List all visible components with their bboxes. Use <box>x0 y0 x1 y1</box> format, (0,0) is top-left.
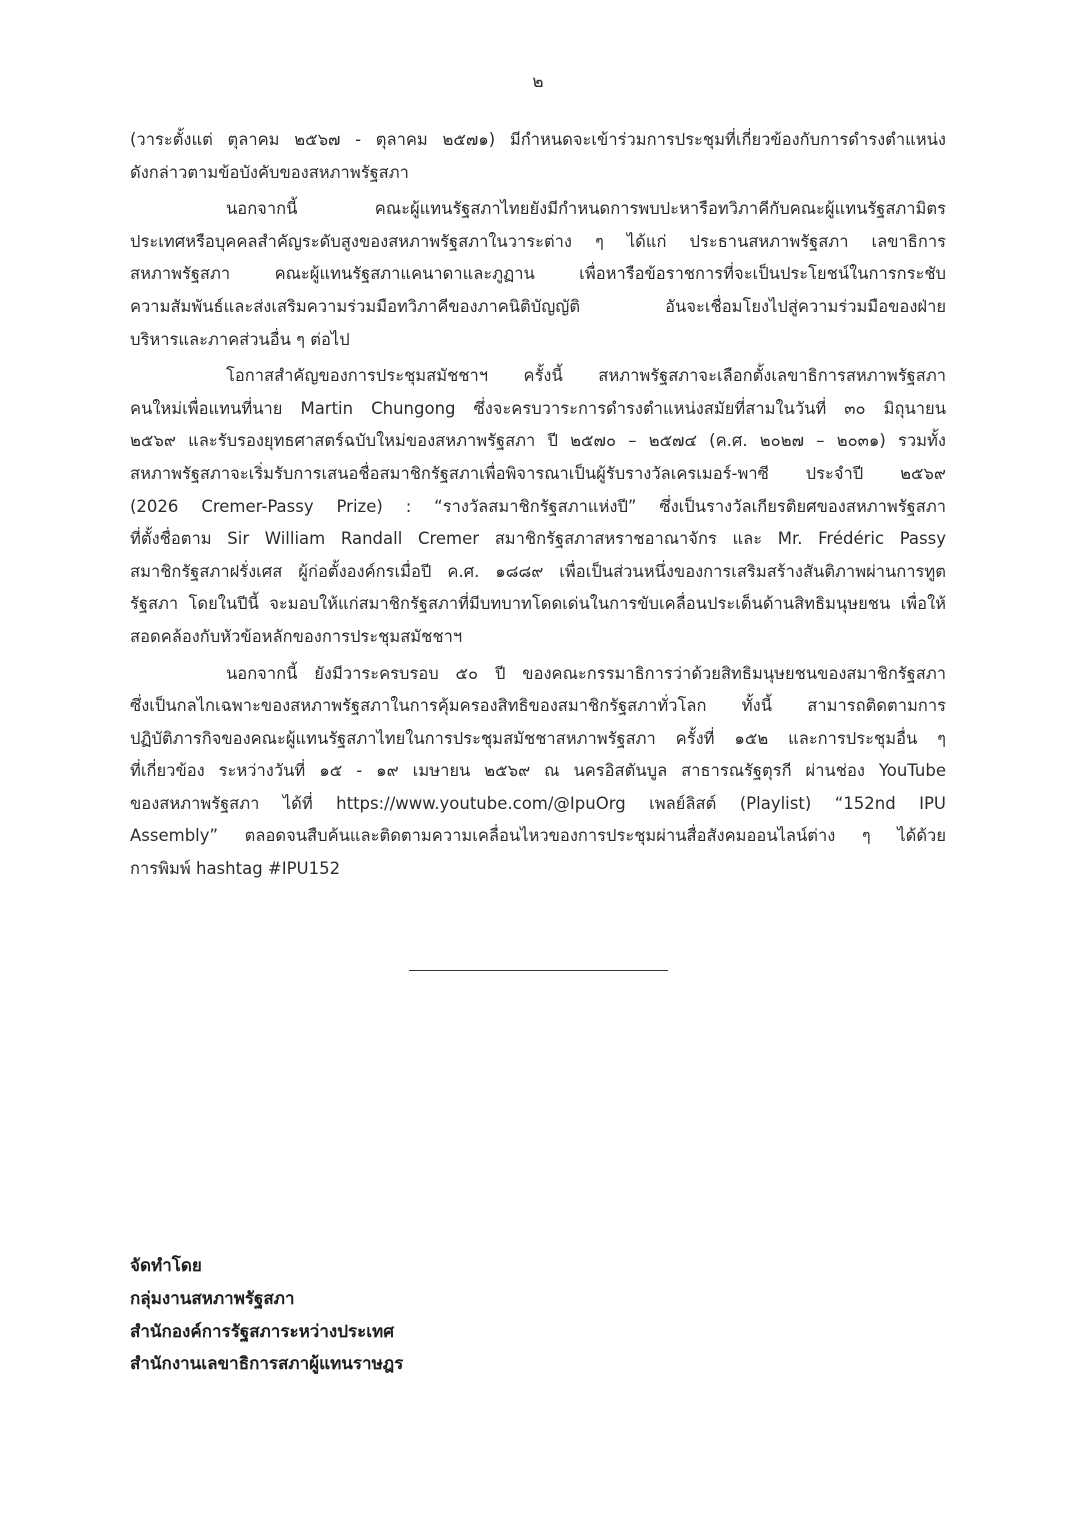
footer-org-3: สำนักงานเลขาธิการสภาผู้แทนราษฎร <box>130 1354 404 1375</box>
paragraph-line: (วาระตั้งแต่ ตุลาคม ๒๕๖๗ - ตุลาคม ๒๕๗๑) มีกำหนดจะเข้าร่วมการประชุมที่เกี่ยวข้องกับการดำรงตำแหน่ง <box>130 130 946 149</box>
paragraph-line: ประเทศหรือบุคคลสำคัญระดับสูงของสหภาพรัฐสภาในวาระต่าง ๆ ได้แก่ ประธานสหภาพรัฐสภา เลขาธิการ <box>130 231 946 251</box>
paragraph-3 <box>130 360 946 653</box>
paragraph-1 <box>130 124 946 189</box>
prepared-by-label: จัดทำโดย <box>130 1256 202 1276</box>
footer-org-2: สำนักองค์การรัฐสภาระหว่างประเทศ <box>130 1321 395 1342</box>
paragraph-4 <box>130 658 946 886</box>
paragraph-line: นอกจากนี้ ยังมีวาระครบรอบ ๕๐ ปี ของคณะกรรมาธิการว่าด้วยสิทธิมนุษยชนของสมาชิกรัฐสภา <box>226 663 946 683</box>
paragraph-line: Assembly” ตลอดจนสืบค้นและติดตามความเคลื่อนไหวของการประชุมผ่านสื่อสังคมออนไลน์ต่าง ๆ ได้ด้วย <box>130 826 946 846</box>
paragraph-line: รัฐสภา โดยในปีนี้ จะมอบให้แก่สมาชิกรัฐสภาที่มีบทบาทโดดเด่นในการขับเคลื่อนประเด็นด้านสิทธิมนุษยชน เพื่อให้ <box>130 594 946 614</box>
paragraph-line: โอกาสสำคัญของการประชุมสมัชชาฯ ครั้งนี้ สหภาพรัฐสภาจะเลือกตั้งเลขาธิการสหภาพรัฐสภา <box>226 366 946 386</box>
paragraph-line: (2026 Cremer-Passy Prize) : “รางวัลสมาชิกรัฐสภาแห่งปี” ซึ่งเป็นรางวัลเกียรติยศของสหภาพรัฐสภา <box>130 496 946 516</box>
paragraph-line: บริหารและภาคส่วนอื่น ๆ ต่อไป <box>130 329 350 349</box>
section-divider <box>409 970 668 971</box>
footer-org-1: กลุ่มงานสหภาพรัฐสภา <box>130 1288 295 1309</box>
paragraph-line: ๒๕๖๙ และรับรองยุทธศาสตร์ฉบับใหม่ของสหภาพรัฐสภา ปี ๒๕๗๐ – ๒๕๗๔ (ค.ศ. ๒๐๒๗ – ๒๐๓๑) รวมทั้ง <box>130 431 946 451</box>
paragraph-line: ที่ตั้งชื่อตาม Sir William Randall Cremer สมาชิกรัฐสภาสหราชอาณาจักร และ Mr. Frédéric Passy <box>130 529 946 549</box>
document-body <box>130 124 946 886</box>
paragraph-line: นอกจากนี้ คณะผู้แทนรัฐสภาไทยยังมีกำหนดการพบปะหารือทวิภาคีกับคณะผู้แทนรัฐสภามิตร <box>226 199 946 219</box>
paragraph-line: สหภาพรัฐสภา คณะผู้แทนรัฐสภาแคนาดาและภูฏาน เพื่อหารือข้อราชการที่จะเป็นประโยชน์ในการกระชับ <box>130 264 946 284</box>
paragraph-line: สมาชิกรัฐสภาฝรั่งเศส ผู้ก่อตั้งองค์กรเมื่อปี ค.ศ. ๑๘๘๙ เพื่อเป็นส่วนหนึ่งของการเสริมสร้างสันติภาพผ่านการทูต <box>130 561 946 581</box>
paragraph-line: ดังกล่าวตามข้อบังคับของสหภาพรัฐสภา <box>130 162 409 182</box>
paragraph-2 <box>130 193 946 356</box>
page-number: ๒ <box>532 72 544 92</box>
paragraph-line: ซึ่งเป็นกลไกเฉพาะของสหภาพรัฐสภาในการคุ้มครองสิทธิของสมาชิกรัฐสภาทั่วโลก ทั้งนี้ สามารถติดตามการ <box>130 696 946 716</box>
paragraph-line: ความสัมพันธ์และส่งเสริมความร่วมมือทวิภาคีของภาคนิติบัญญัติ อันจะเชื่อมโยงไปสู่ความร่วมมือของฝ่าย <box>130 296 946 316</box>
paragraph-line: ปฏิบัติภารกิจของคณะผู้แทนรัฐสภาไทยในการประชุมสมัชชาสหภาพรัฐสภา ครั้งที่ ๑๕๒ และการประชุมอื่น ๆ <box>130 728 946 748</box>
paragraph-line: การพิมพ์ hashtag #IPU152 <box>130 859 341 879</box>
paragraph-line: คนใหม่เพื่อแทนที่นาย Martin Chungong ซึ่งจะครบวาระการดำรงตำแหน่งสมัยที่สามในวันที่ ๓๐ มิถุนายน <box>130 398 946 418</box>
paragraph-line: สหภาพรัฐสภาจะเริ่มรับการเสนอชื่อสมาชิกรัฐสภาเพื่อพิจารณาเป็นผู้รับรางวัลเครเมอร์-พาซี ประจำปี ๒๕๖๙ <box>130 463 946 483</box>
paragraph-line: สอดคล้องกับหัวข้อหลักของการประชุมสมัชชาฯ <box>130 626 463 646</box>
paragraph-line: ของสหภาพรัฐสภา ได้ที่ https://www.youtube.com/@IpuOrg เพลย์ลิสต์ (Playlist) “152nd IPU <box>130 793 946 813</box>
paragraph-line: ที่เกี่ยวข้อง ระหว่างวันที่ ๑๕ - ๑๙ เมษายน ๒๕๖๙ ณ นครอิสตันบูล สาธารณรัฐตุรกี ผ่านช่อง YouTube <box>130 761 946 781</box>
footer-prepared-by <box>130 1250 730 1381</box>
